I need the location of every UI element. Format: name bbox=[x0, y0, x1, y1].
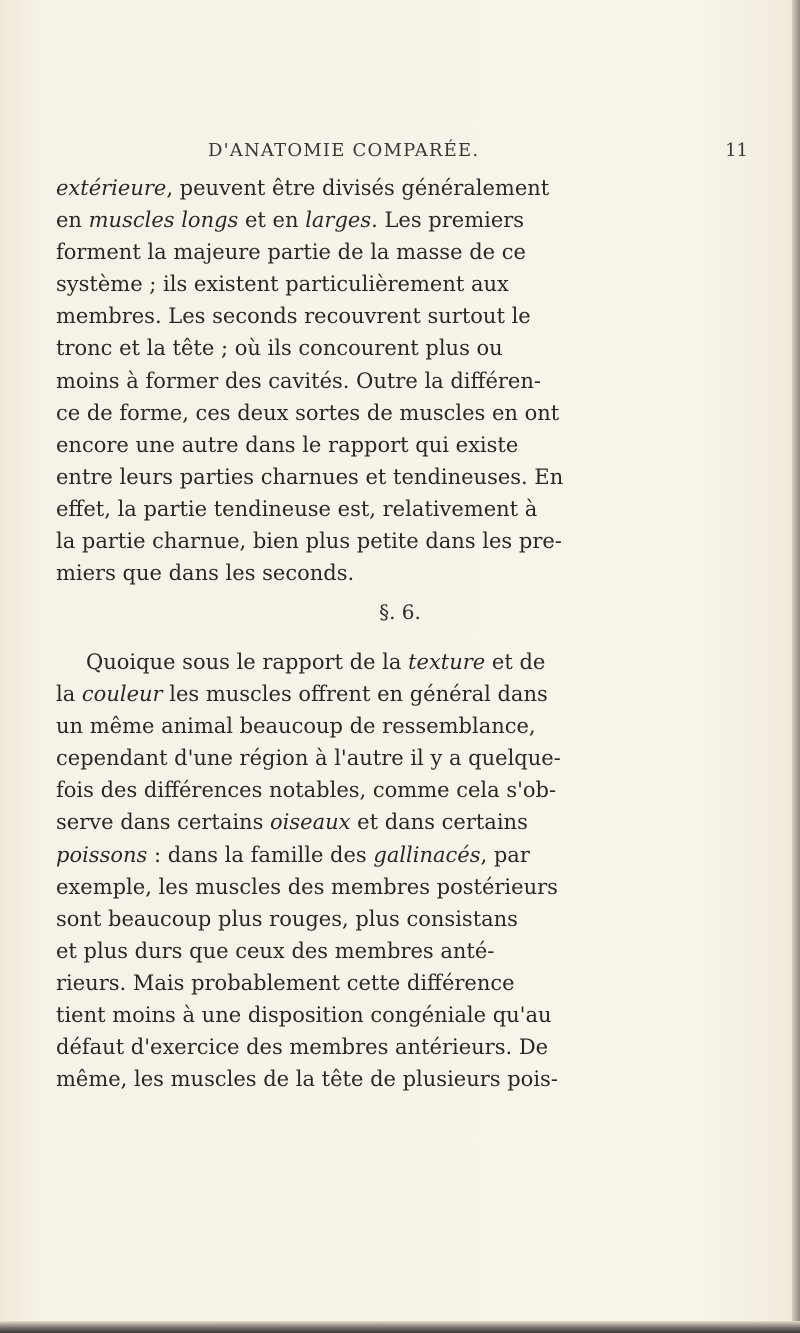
text-line: système ; ils existent particulièrement aux bbox=[56, 272, 509, 297]
text-line: forment la majeure partie de la masse de ce bbox=[56, 240, 526, 265]
text-line: entre leurs parties charnues et tendineuses. En bbox=[56, 464, 564, 489]
text-line: fois des différences notables, comme cela s'ob- bbox=[56, 778, 557, 803]
text-line: effet, la partie tendineuse est, relativement à bbox=[56, 496, 538, 521]
text-line: tronc et la tête ; où ils concourent plus ou bbox=[56, 336, 503, 361]
text-line: extérieure, peuvent être divisés généralement bbox=[56, 176, 550, 200]
paragraph-2 bbox=[56, 646, 746, 1095]
text-line: ce de forme, ces deux sortes de muscles en ont bbox=[56, 400, 560, 425]
text-line: cependant d'une région à l'autre il y a quelque- bbox=[56, 746, 561, 771]
text-line: encore une autre dans le rapport qui existe bbox=[56, 432, 519, 457]
running-title: D'ANATOMIE COMPARÉE. bbox=[208, 140, 480, 161]
page-edge-shadow bbox=[792, 0, 800, 1333]
text-line: rieurs. Mais probablement cette différence bbox=[56, 970, 515, 995]
text-line: Quoique sous le rapport de la texture et de bbox=[86, 650, 546, 674]
text-line: membres. Les seconds recouvrent surtout le bbox=[56, 304, 531, 329]
text-line: serve dans certains oiseaux et dans certains bbox=[56, 810, 528, 835]
text-line: et plus durs que ceux des membres anté- bbox=[56, 938, 495, 963]
text-line: sont beaucoup plus rouges, plus consistans bbox=[56, 906, 518, 931]
text-line: la couleur les muscles offrent en général dans bbox=[56, 682, 548, 707]
text-line: en muscles longs et en larges. Les premiers bbox=[56, 208, 525, 233]
section-heading: §. 6. bbox=[379, 600, 421, 624]
text-line: tient moins à une disposition congéniale qu'au bbox=[56, 1003, 552, 1028]
page-bottom-edge bbox=[0, 1321, 800, 1333]
page-header bbox=[208, 140, 748, 170]
text-line: la partie charnue, bien plus petite dans les pre- bbox=[56, 529, 562, 554]
text-line: poissons : dans la famille des gallinacés, par bbox=[56, 842, 530, 867]
page-number: 11 bbox=[725, 140, 748, 161]
text-line: moins à former des cavités. Outre la différen- bbox=[56, 368, 541, 393]
text-line: un même animal beaucoup de ressemblance, bbox=[56, 714, 536, 739]
text-line: défaut d'exercice des membres antérieurs. De bbox=[56, 1035, 549, 1060]
text-line: miers que dans les seconds. bbox=[56, 561, 355, 586]
paragraph-1 bbox=[56, 172, 746, 589]
text-line: exemple, les muscles des membres postérieurs bbox=[56, 874, 558, 899]
text-line: même, les muscles de la tête de plusieurs pois- bbox=[56, 1067, 558, 1092]
